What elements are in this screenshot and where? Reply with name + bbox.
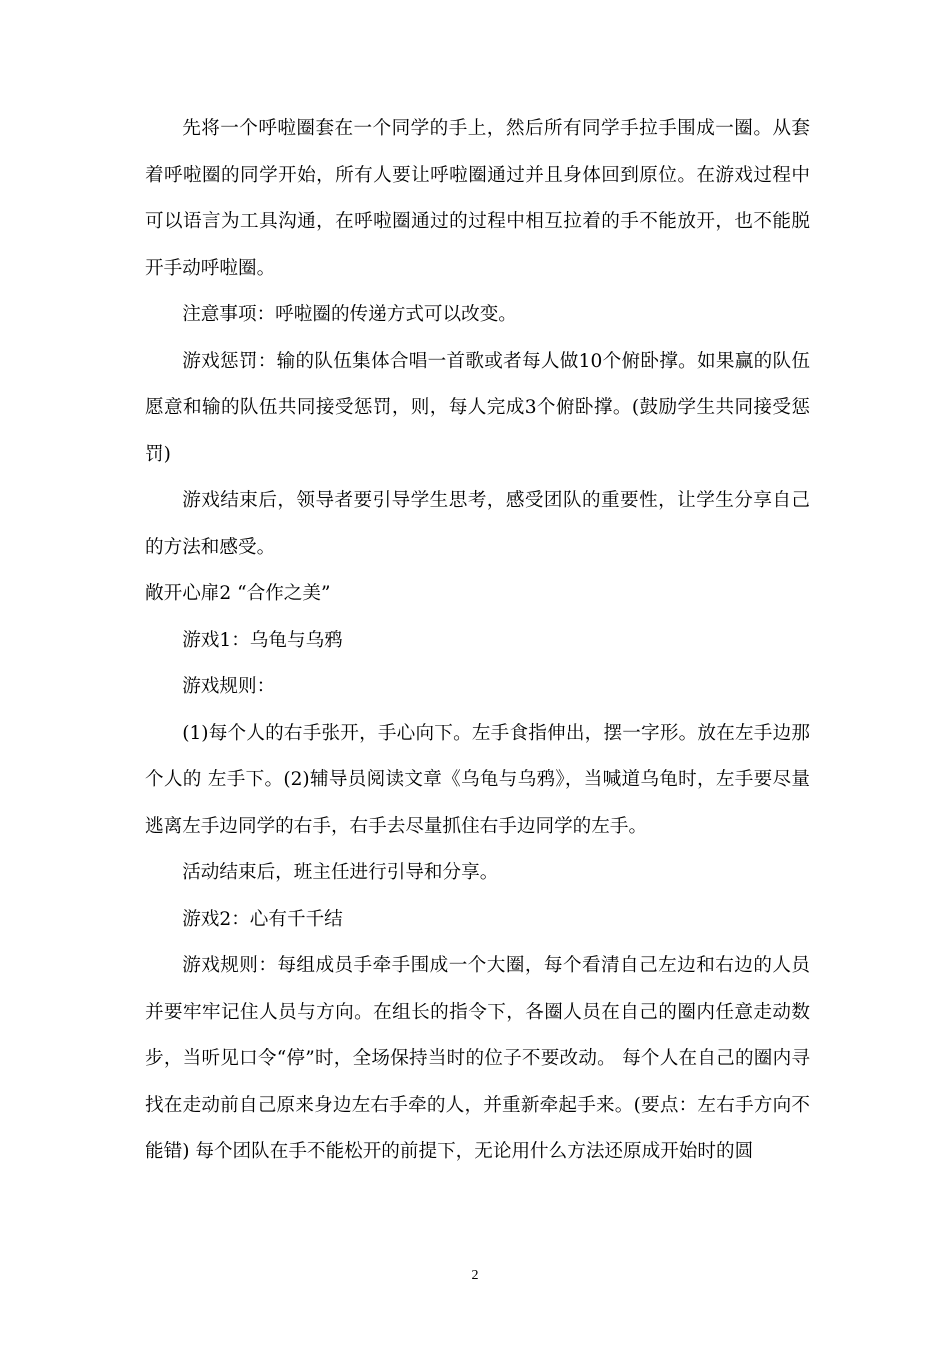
- paragraph-hula-hoop-rules: 先将一个呼啦圈套在一个同学的手上，然后所有同学手拉手围成一圈。从套着呼啦圈的同学开始，所有人要让呼啦圈通过并且身体回到原位。在游戏过程中可以语言为工具沟通，在呼啦圈通过的过程中相互拉着的手不能放开，也不能脱开手动呼啦圈。: [145, 118, 810, 279]
- game-2-title: 游戏2：心有千千结: [182, 908, 343, 930]
- game-1-rules-label: 游戏规则：: [182, 676, 276, 697]
- paragraph-penalty: 游戏惩罚：输的队伍集体合唱一首歌或者每人做10个俯卧撑。如果赢的队伍愿意和输的队伍共同接受惩罚，则，每人完成3个俯卧撑。(鼓励学生共同接受惩罚): [145, 350, 810, 465]
- page-body: [145, 106, 810, 1176]
- paragraph-after-game: 游戏结束后，领导者要引导学生思考，感受团队的重要性，让学生分享自己的方法和感受。: [145, 490, 810, 558]
- paragraph-game-1-after: 活动结束后，班主任进行引导和分享。: [182, 862, 499, 883]
- page-number: 2: [471, 1268, 479, 1283]
- paragraph-game-1-rules: (1)每个人的右手张开，手心向下。左手食指伸出，摆一字形。放在左手边那个人的 左手下。(2)辅导员阅读文章《乌龟与乌鸦》，当喊道乌龟时，左手要尽量逃离左手边同学的右手，右手去尽量抓住右手边同学的左手。: [145, 722, 810, 837]
- paragraph-game-2-rules: 游戏规则：每组成员手牵手围成一个大圈，每个看清自己左边和右边的人员并要牢牢记住人员与方向。在组长的指令下，各圈人员在自己的圈内任意走动数步，当听见口令“停”时，全场保持当时的位子不要改动。 每个人在自己的圈内寻找在走动前自己原来身边左右手牵的人，并重新牵起手来。(要点：左右手方向不能错) 每个团队在手不能松开的前提下，无论用什么方法还原成开始时的圆: [145, 955, 810, 1162]
- game-1-title: 游戏1：乌龟与乌鸦: [182, 629, 343, 651]
- paragraph-notes: 注意事项：呼啦圈的传递方式可以改变。: [182, 304, 517, 325]
- section-heading-open-heart-2: 敞开心扉2 “合作之美”: [145, 583, 331, 604]
